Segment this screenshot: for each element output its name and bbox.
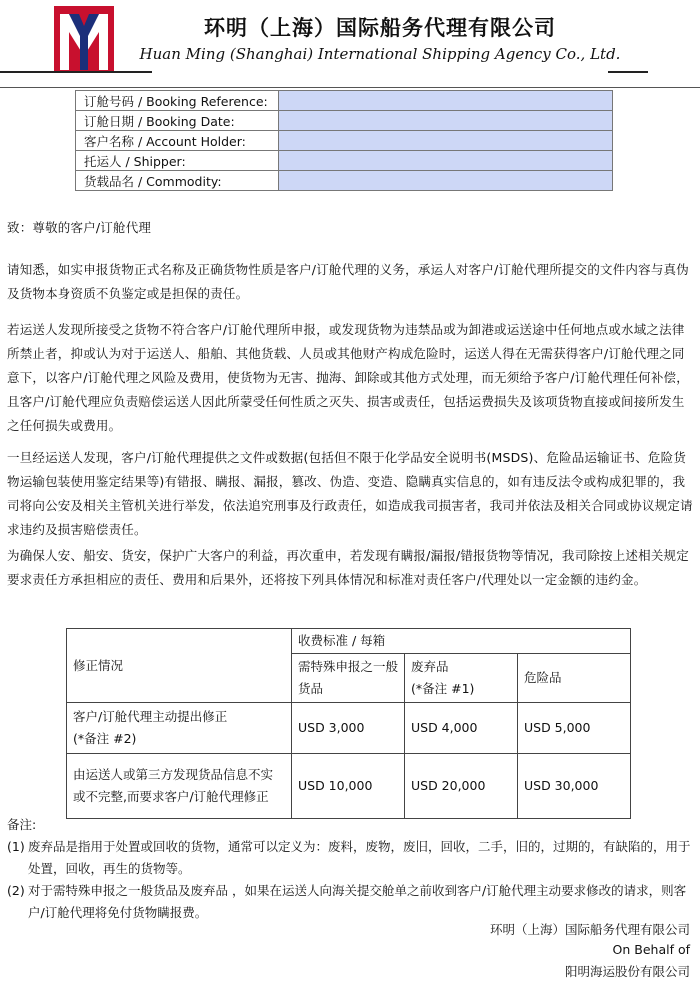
commodity-field[interactable] xyxy=(279,171,613,191)
paragraph-3: 一旦经运送人发现，客户/订舱代理提供之文件或数据(包括但不限于化学品安全说明书(MSDS)、危险品运输证书、危险货物运输包装使用鉴定结果等)有错报、瞒报、漏报，篡改、伪造、变造、隐瞒真实信息的，如有违反法令或构成犯罪的，我司将向公安及相关主管机关进行举发，依法追究刑事及行政责任，如造成我司损害者，我司并依法及相关合同或协议规定请求违约及损害赔偿责任。 xyxy=(7,450,693,537)
fee-col-waste-header: 废弃品 (*备注 #1) xyxy=(405,654,518,703)
fee-row xyxy=(67,754,631,819)
signature-principal: 阳明海运股份有限公司 xyxy=(564,964,690,979)
header-rule-left xyxy=(0,71,152,73)
booking-reference-field[interactable] xyxy=(279,91,613,111)
account-holder-label: 客户名称 / Account Holder: xyxy=(76,131,279,151)
fee-cell-dangerous: USD 30,000 xyxy=(518,754,631,819)
fee-col-situation-header: 修正情况 xyxy=(67,629,292,703)
header-rule-right xyxy=(608,71,648,73)
paragraph-4: 为确保人安、船安、货安，保护广大客户的利益，再次重申，若发现有瞒报/漏报/错报货物等情况，我司除按上述相关规定要求责任方承担相应的责任、费用和后果外，还将按下列具体情况和标准对责任客户/代理处以一定金额的违约金。 xyxy=(7,548,689,587)
fee-cell-general: USD 10,000 xyxy=(292,754,405,819)
shipper-label: 托运人 / Shipper: xyxy=(76,151,279,171)
note-number: (1) xyxy=(7,839,25,854)
company-name-cn: 环明（上海）国际船务代理有限公司 xyxy=(204,16,556,40)
booking-row-date xyxy=(76,111,613,131)
fee-col-dangerous-header: 危险品 xyxy=(518,654,631,703)
commodity-label: 货载品名 / Commodity: xyxy=(76,171,279,191)
header-divider xyxy=(0,87,700,88)
fee-cell-waste: USD 4,000 xyxy=(405,703,518,754)
booking-date-label: 订舱日期 / Booking Date: xyxy=(76,111,279,131)
fee-group-header: 收费标准 / 每箱 xyxy=(292,629,631,654)
fee-cell-dangerous: USD 5,000 xyxy=(518,703,631,754)
note-item xyxy=(7,880,693,924)
account-holder-field[interactable] xyxy=(279,131,613,151)
company-name-en: Huan Ming (Shanghai) International Shipping Agency Co., Ltd. xyxy=(139,45,621,63)
fee-row-situation: 客户/订舱代理主动提出修正 (*备注 #2) xyxy=(67,703,292,754)
booking-row-account-holder xyxy=(76,131,613,151)
note-number: (2) xyxy=(7,883,25,898)
note-text: 对于需特殊申报之一般货品及废弃品 ，如果在运送人向海关提交舱单之前收到客户/订舱代理主动要求修改的请求，则客户/订舱代理将免付货物瞒报费。 xyxy=(28,883,687,920)
booking-info-table xyxy=(75,90,613,191)
notes-title: 备注: xyxy=(7,817,37,832)
company-logo xyxy=(54,6,114,72)
fee-col-general-header: 需特殊申报之一般货品 xyxy=(292,654,405,703)
booking-date-field[interactable] xyxy=(279,111,613,131)
booking-row-commodity xyxy=(76,171,613,191)
fee-row xyxy=(67,703,631,754)
note-text: 废弃品是指用于处置或回收的货物，通常可以定义为：废料，废物，废旧，回收，二手，旧的，过期的，有缺陷的，用于处置，回收，再生的货物等。 xyxy=(28,839,691,876)
paragraph-2: 若运送人发现所接受之货物不符合客户/订舱代理所申报，或发现货物为违禁品或为卸港或运送途中任何地点或水域之法律所禁止者，抑或认为对于运送人、船舶、其他货载、人员或其他财产构成危险时，运送人得在无需获得客户/订舱代理之同意下，以客户/订舱代理之风险及费用，使货物为无害、抛海、卸除或其他方式处理，而无须给予客户/订舱代理任何补偿，且客户/订舱代理应负责赔偿运送人因此所蒙受任何性质之灭失、损害或责任，包括运费损失及该项货物直接或间接所发生之任何损失或费用。 xyxy=(7,322,689,433)
note-item xyxy=(7,836,693,880)
shipper-field[interactable] xyxy=(279,151,613,171)
booking-row-reference xyxy=(76,91,613,111)
fee-header-row-1 xyxy=(67,629,631,654)
booking-row-shipper xyxy=(76,151,613,171)
fee-row-situation: 由运送人或第三方发现货品信息不实或不完整,而要求客户/订舱代理修正 xyxy=(67,754,292,819)
fee-cell-waste: USD 20,000 xyxy=(405,754,518,819)
fee-table xyxy=(66,628,631,819)
booking-reference-label: 订舱号码 / Booking Reference: xyxy=(76,91,279,111)
paragraph-1: 请知悉，如实申报货物正式名称及正确货物性质是客户/订舱代理的义务，承运人对客户/订舱代理所提交的文件内容与真伪及货物本身资质不负鉴定或是担保的责任。 xyxy=(7,262,689,301)
signature-on-behalf: On Behalf of xyxy=(612,942,690,957)
salutation: 致：尊敬的客户/订舱代理 xyxy=(7,220,152,235)
fee-cell-general: USD 3,000 xyxy=(292,703,405,754)
signature-company: 环明（上海）国际船务代理有限公司 xyxy=(489,922,690,937)
